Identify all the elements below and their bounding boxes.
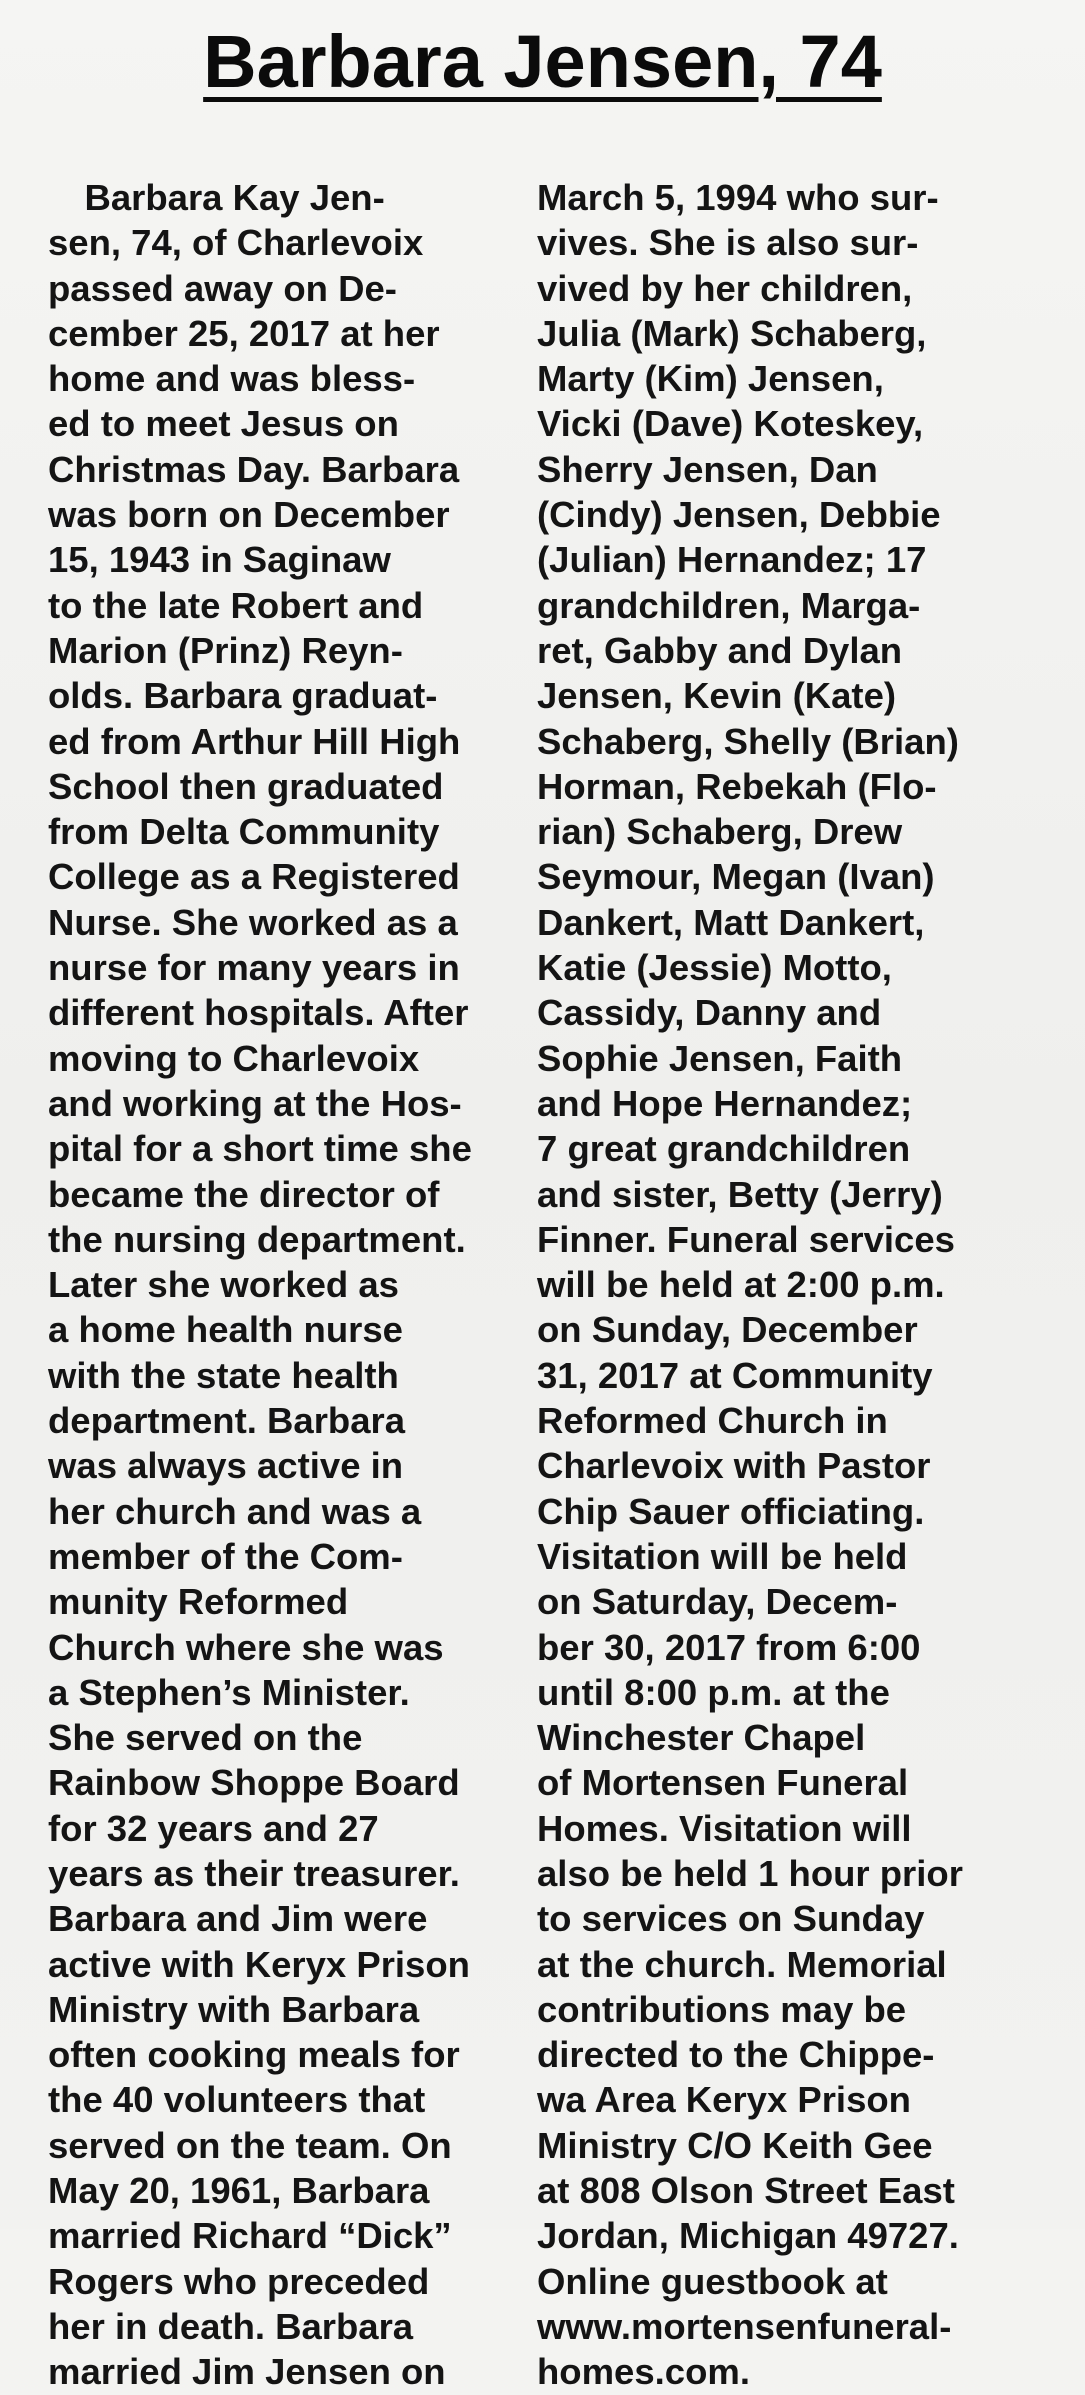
text-line: directed to the Chippe-: [537, 2034, 935, 2076]
text-line: different hospitals. After: [48, 992, 469, 1034]
text-line: to the late Robert and: [48, 584, 424, 626]
text-line: 7 great grandchildren: [537, 1128, 911, 1170]
text-line: sen, 74, of Charlevoix: [48, 222, 424, 264]
text-line: on Saturday, Decem-: [537, 1581, 898, 1623]
text-line: from Delta Community: [48, 811, 440, 853]
text-line: to services on Sunday: [537, 1898, 925, 1940]
text-line: School then graduated: [48, 765, 444, 807]
text-line: moving to Charlevoix: [48, 1037, 420, 1079]
text-line: of Mortensen Funeral: [537, 1762, 909, 1804]
text-line: became the director of: [48, 1173, 440, 1215]
text-line: Homes. Visitation will: [537, 1807, 912, 1849]
text-line: vives. She is also sur-: [537, 222, 919, 264]
text-line: often cooking meals for: [48, 2034, 460, 2076]
text-line: Visitation will be held: [537, 1535, 908, 1577]
text-line: for 32 years and 27: [48, 1807, 379, 1849]
text-line: vived by her children,: [537, 267, 913, 309]
text-line: wa Area Keryx Prison: [537, 2079, 911, 2121]
text-line: pital for a short time she: [48, 1128, 472, 1170]
text-line: Reformed Church in: [537, 1400, 888, 1442]
text-line: married Richard “Dick”: [48, 2215, 452, 2257]
headline-text: Barbara Jensen, 74: [203, 20, 882, 103]
text-line: was born on December: [48, 494, 450, 536]
text-line: Rogers who preceded: [48, 2260, 430, 2302]
text-line: Dankert, Matt Dankert,: [537, 901, 925, 943]
text-line: 31, 2017 at Community: [537, 1354, 933, 1396]
text-line: and sister, Betty (Jerry): [537, 1173, 943, 1215]
text-line: her in death. Barbara: [48, 2305, 414, 2347]
text-line: active with Keryx Prison: [48, 1943, 470, 1985]
text-line: department. Barbara: [48, 1400, 405, 1442]
text-line: Charlevoix with Pastor: [537, 1445, 931, 1487]
text-line: May 20, 1961, Barbara: [48, 2170, 430, 2212]
text-line: member of the Com-: [48, 1535, 403, 1577]
text-line: Marty (Kim) Jensen,: [537, 358, 884, 400]
text-line: was always active in: [48, 1445, 404, 1487]
obituary-headline: [0, 18, 1085, 106]
text-line: www.mortensenfuneral-: [537, 2305, 952, 2347]
text-line: 15, 1943 in Saginaw: [48, 539, 391, 581]
text-line: the 40 volunteers that: [48, 2079, 426, 2121]
text-line: (Cindy) Jensen, Debbie: [537, 494, 941, 536]
text-line: Barbara and Jim were: [48, 1898, 428, 1940]
text-line: passed away on De-: [48, 267, 397, 309]
text-line: cember 25, 2017 at her: [48, 312, 440, 354]
text-line: Julia (Mark) Schaberg,: [537, 312, 927, 354]
text-line: She served on the: [48, 1717, 363, 1759]
left-text-column: [48, 175, 518, 2395]
text-line: Cassidy, Danny and: [537, 992, 882, 1034]
text-line: until 8:00 p.m. at the: [537, 1671, 890, 1713]
text-line: Online guestbook at: [537, 2260, 888, 2302]
text-line: munity Reformed: [48, 1581, 349, 1623]
text-line: with the state health: [48, 1354, 399, 1396]
text-line: the nursing department.: [48, 1218, 466, 1260]
right-text-column: [537, 175, 1057, 2395]
text-line: on Sunday, December: [537, 1309, 918, 1351]
text-line: Rainbow Shoppe Board: [48, 1762, 460, 1804]
text-line: Katie (Jessie) Motto,: [537, 947, 892, 989]
text-line: Seymour, Megan (Ivan): [537, 856, 935, 898]
text-line: her church and was a: [48, 1490, 422, 1532]
text-line: Barbara Kay Jen-: [48, 177, 385, 218]
text-line: homes.com.: [537, 2351, 750, 2393]
text-line: Later she worked as: [48, 1264, 399, 1306]
text-line: and working at the Hos-: [48, 1082, 462, 1124]
text-line: at the church. Memorial: [537, 1943, 947, 1985]
text-line: nurse for many years in: [48, 947, 460, 989]
text-line: ber 30, 2017 from 6:00: [537, 1626, 921, 1668]
text-line: ed from Arthur Hill High: [48, 720, 461, 762]
text-line: Sophie Jensen, Faith: [537, 1037, 903, 1079]
text-line: at 808 Olson Street East: [537, 2170, 955, 2212]
text-line: Jensen, Kevin (Kate): [537, 675, 897, 717]
text-line: Church where she was: [48, 1626, 444, 1668]
text-line: home and was bless-: [48, 358, 416, 400]
text-line: will be held at 2:00 p.m.: [537, 1264, 945, 1306]
text-line: Winchester Chapel: [537, 1717, 866, 1759]
text-line: Chip Sauer officiating.: [537, 1490, 925, 1532]
text-line: Nurse. She worked as a: [48, 901, 458, 943]
text-line: March 5, 1994 who sur-: [537, 177, 939, 218]
text-line: a home health nurse: [48, 1309, 403, 1351]
text-line: Marion (Prinz) Reyn-: [48, 629, 403, 671]
text-line: contributions may be: [537, 1988, 907, 2030]
text-line: Ministry with Barbara: [48, 1988, 420, 2030]
text-line: Finner. Funeral services: [537, 1218, 955, 1260]
text-line: and Hope Hernandez;: [537, 1082, 913, 1124]
text-line: rian) Schaberg, Drew: [537, 811, 903, 853]
text-line: Schaberg, Shelly (Brian): [537, 720, 959, 762]
text-line: Sherry Jensen, Dan: [537, 448, 878, 490]
text-line: Ministry C/O Keith Gee: [537, 2124, 933, 2166]
text-line: College as a Registered: [48, 856, 460, 898]
text-line: also be held 1 hour prior: [537, 1852, 963, 1894]
text-line: (Julian) Hernandez; 17: [537, 539, 927, 581]
text-line: served on the team. On: [48, 2124, 452, 2166]
text-line: ed to meet Jesus on: [48, 403, 399, 445]
text-line: a Stephen’s Minister.: [48, 1671, 410, 1713]
text-line: olds. Barbara graduat-: [48, 675, 438, 717]
text-line: Vicki (Dave) Koteskey,: [537, 403, 924, 445]
text-line: years as their treasurer.: [48, 1852, 460, 1894]
text-line: Christmas Day. Barbara: [48, 448, 460, 490]
text-line: ret, Gabby and Dylan: [537, 629, 903, 671]
text-line: Horman, Rebekah (Flo-: [537, 765, 937, 807]
text-line: grandchildren, Marga-: [537, 584, 921, 626]
text-line: Jordan, Michigan 49727.: [537, 2215, 959, 2257]
text-line: married Jim Jensen on: [48, 2351, 446, 2393]
